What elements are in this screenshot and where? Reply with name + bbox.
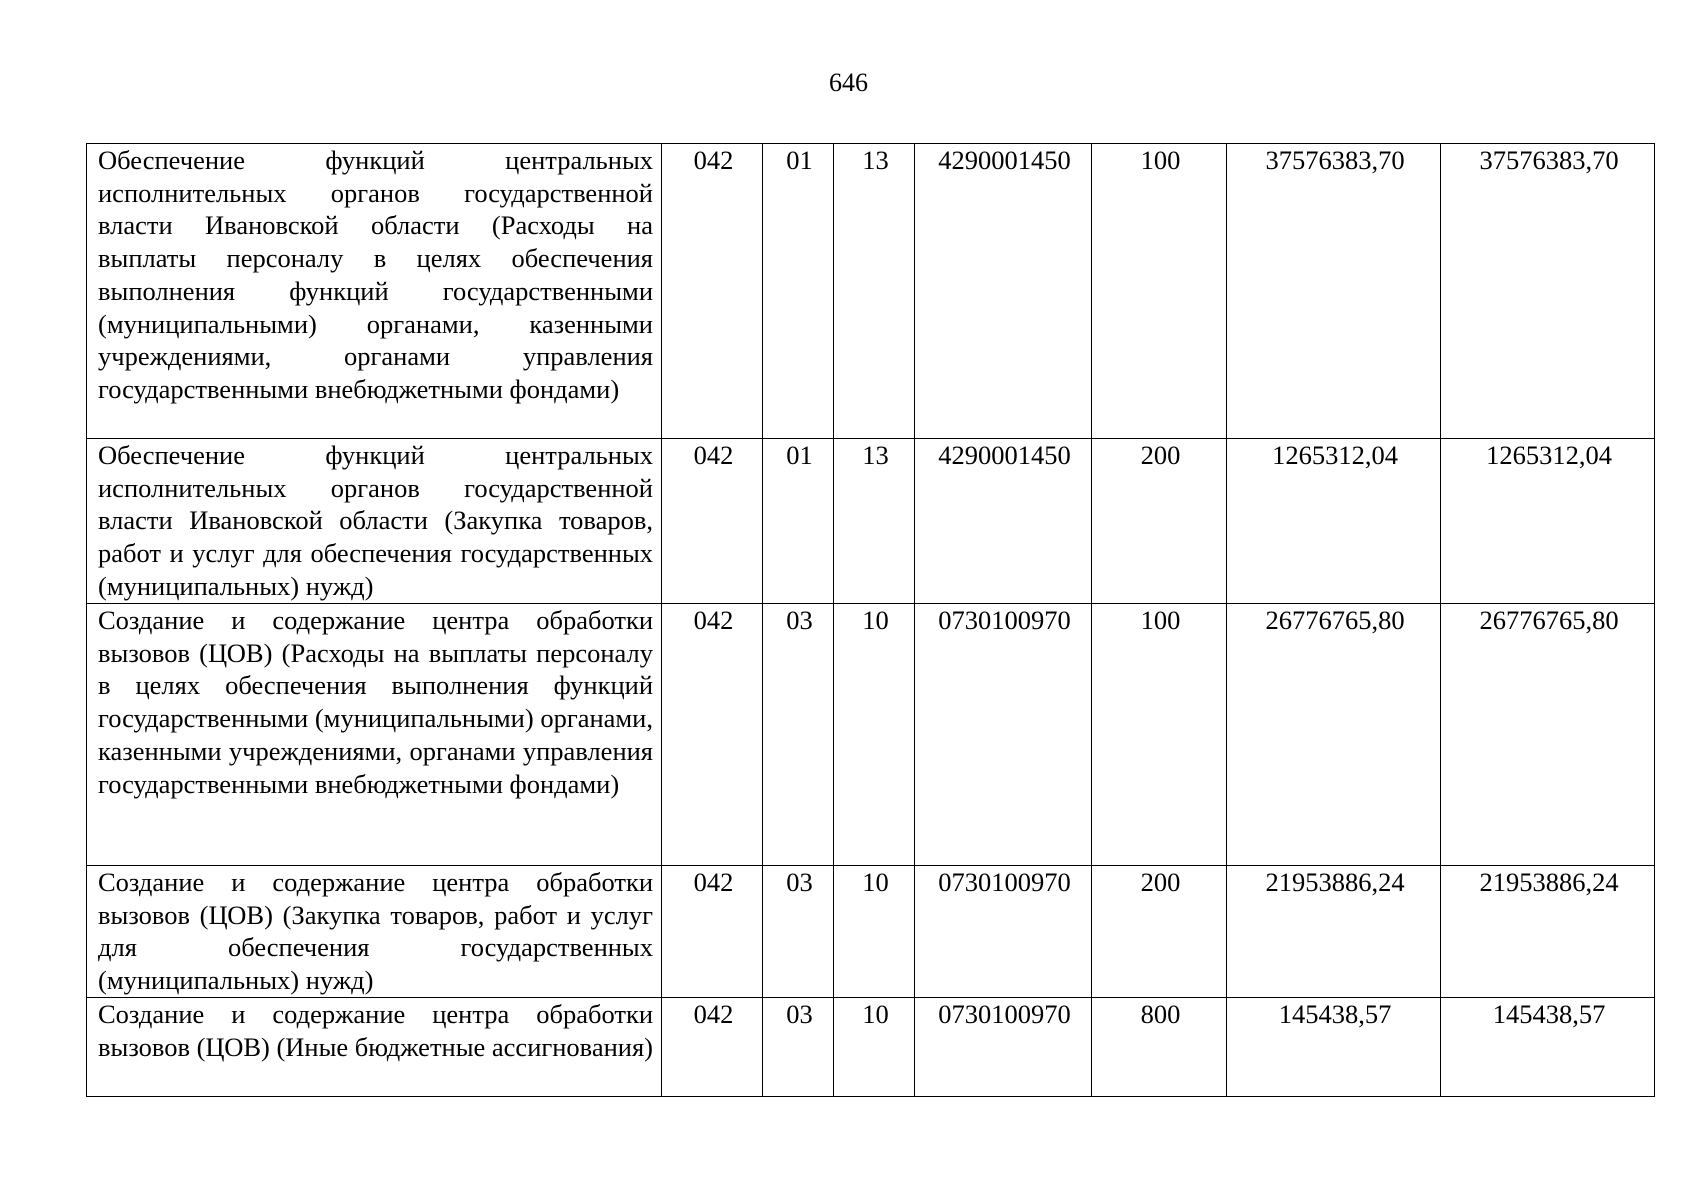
row-description: Создание и содержание центра обработки вызовов (ЦОВ) (Расходы на выплаты персоналу в целях обеспечения выполнения функций государственными (муниципальными) органами, казенными учреждениями, органами управления государственными внебюджетными фондами) — [87, 604, 662, 866]
table-row — [87, 144, 1655, 439]
amount-1: 26776765,80 — [1227, 604, 1441, 866]
budget-table — [86, 143, 1655, 1097]
section-code: 03 — [763, 998, 834, 1097]
subsection-code: 10 — [834, 866, 915, 998]
amount-2: 1265312,04 — [1441, 439, 1655, 604]
ministry-code: 042 — [662, 604, 763, 866]
table-row — [87, 998, 1655, 1097]
row-description: Обеспечение функций центральных исполнительных органов государственной власти Ивановской области (Расходы на выплаты персоналу в целях обеспечения выполнения функций государственными (муниципальными) органами, казенными учреждениями, органами управления государственными внебюджетными фондами) — [87, 144, 662, 439]
subsection-code: 13 — [834, 439, 915, 604]
row-description: Создание и содержание центра обработки вызовов (ЦОВ) (Закупка товаров, работ и услуг для обеспечения государственных (муниципальных) нужд) — [87, 866, 662, 998]
ministry-code: 042 — [662, 439, 763, 604]
subsection-code: 10 — [834, 604, 915, 866]
amount-2: 26776765,80 — [1441, 604, 1655, 866]
subsection-code: 13 — [834, 144, 915, 439]
target-article-code: 4290001450 — [915, 144, 1092, 439]
ministry-code: 042 — [662, 144, 763, 439]
target-article-code: 0730100970 — [915, 866, 1092, 998]
table-row — [87, 604, 1655, 866]
amount-1: 37576383,70 — [1227, 144, 1441, 439]
target-article-code: 4290001450 — [915, 439, 1092, 604]
section-code: 01 — [763, 439, 834, 604]
amount-1: 1265312,04 — [1227, 439, 1441, 604]
ministry-code: 042 — [662, 998, 763, 1097]
page-number: 646 — [829, 68, 868, 97]
subsection-code: 10 — [834, 998, 915, 1097]
section-code: 01 — [763, 144, 834, 439]
row-description: Создание и содержание центра обработки вызовов (ЦОВ) (Иные бюджетные ассигнования) — [87, 998, 662, 1097]
table-row — [87, 439, 1655, 604]
amount-2: 21953886,24 — [1441, 866, 1655, 998]
expense-type-code: 100 — [1092, 604, 1227, 866]
amount-1: 21953886,24 — [1227, 866, 1441, 998]
section-code: 03 — [763, 604, 834, 866]
expense-type-code: 100 — [1092, 144, 1227, 439]
amount-2: 145438,57 — [1441, 998, 1655, 1097]
target-article-code: 0730100970 — [915, 998, 1092, 1097]
amount-1: 145438,57 — [1227, 998, 1441, 1097]
ministry-code: 042 — [662, 866, 763, 998]
expense-type-code: 200 — [1092, 866, 1227, 998]
target-article-code: 0730100970 — [915, 604, 1092, 866]
amount-2: 37576383,70 — [1441, 144, 1655, 439]
expense-type-code: 800 — [1092, 998, 1227, 1097]
row-description: Обеспечение функций центральных исполнительных органов государственной власти Ивановской области (Закупка товаров, работ и услуг для обеспечения государственных (муниципальных) нужд) — [87, 439, 662, 604]
section-code: 03 — [763, 866, 834, 998]
expense-type-code: 200 — [1092, 439, 1227, 604]
table-row — [87, 866, 1655, 998]
